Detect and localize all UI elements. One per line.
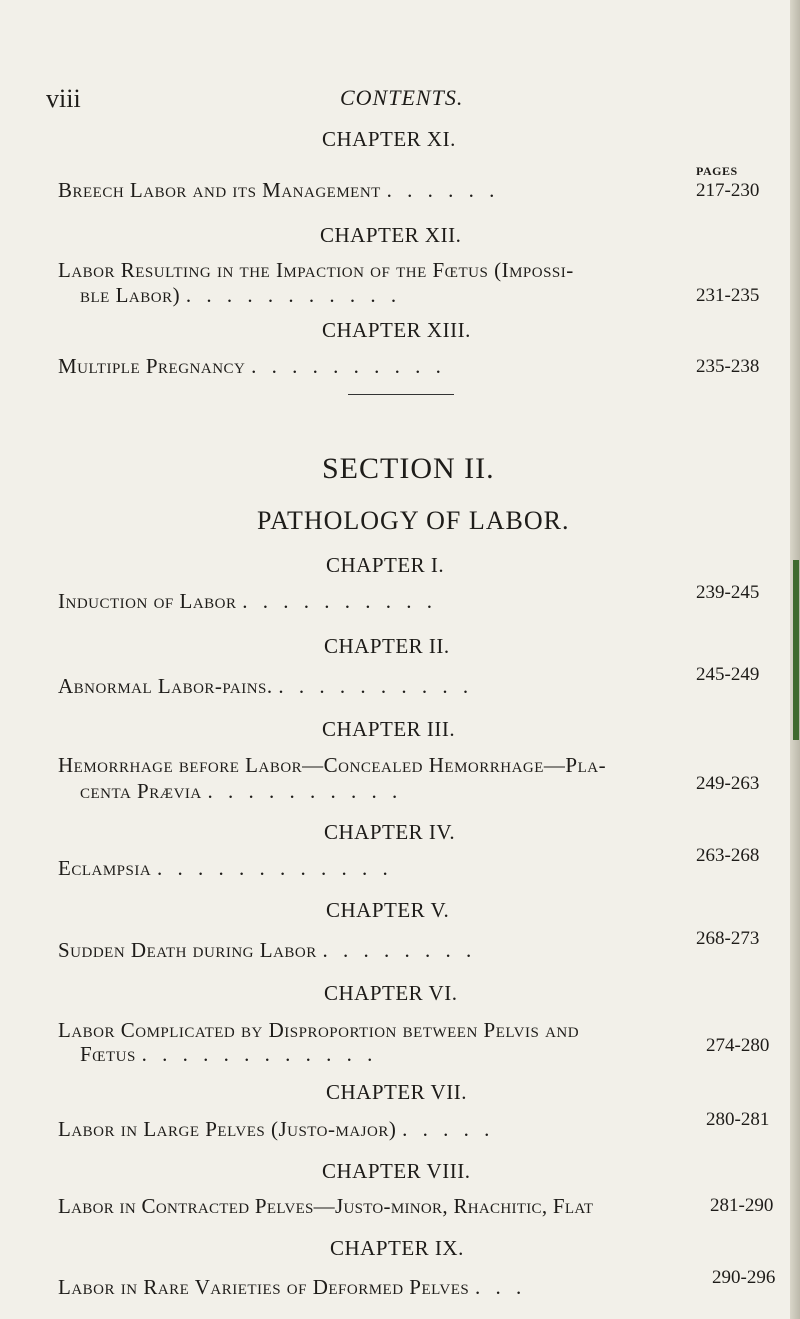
chapter-heading: CHAPTER XII. bbox=[320, 223, 462, 247]
page-number: viii bbox=[46, 84, 81, 113]
chapter-heading: CHAPTER VI. bbox=[324, 981, 458, 1005]
toc-entry-line: Breech Labor and its Management bbox=[58, 178, 381, 202]
chapter-heading: CHAPTER IX. bbox=[330, 1236, 464, 1260]
toc-entry-pages: 274-280 bbox=[706, 1035, 770, 1056]
toc-entry-title[interactable] bbox=[80, 781, 402, 802]
toc-entry-line: Labor in Contracted Pelves—Justo-minor, Rhachitic, Flat bbox=[58, 1194, 594, 1218]
toc-entry-title[interactable] bbox=[80, 285, 401, 306]
leader-dots: . . . bbox=[475, 1275, 527, 1299]
leader-dots: . . . . . bbox=[402, 1117, 495, 1141]
toc-entry-line[interactable]: Labor Resulting in the Impaction of the Fœtus (Impossi- bbox=[58, 258, 574, 282]
leader-dots: . . . . . . bbox=[386, 178, 500, 202]
toc-entry-title[interactable] bbox=[58, 1119, 494, 1140]
chapter-heading: CHAPTER XI. bbox=[322, 127, 456, 151]
toc-entry-pages: 263-268 bbox=[696, 845, 760, 866]
toc-entry-pages: 281-290 bbox=[710, 1195, 774, 1216]
chapter-heading: CHAPTER VIII. bbox=[322, 1159, 471, 1183]
toc-entry-pages: 245-249 bbox=[696, 664, 760, 685]
toc-entry-line: centa Prævia bbox=[80, 779, 202, 803]
toc-entry-pages: 239-245 bbox=[696, 582, 760, 603]
toc-entry-line: ble Labor) bbox=[80, 283, 181, 307]
toc-entry-pages: 249-263 bbox=[696, 773, 760, 794]
toc-entry-line: Labor in Rare Varieties of Deformed Pelves bbox=[58, 1275, 470, 1299]
chapter-heading: CHAPTER I. bbox=[326, 553, 445, 577]
leader-dots: . . . . . . . . bbox=[322, 938, 477, 962]
leader-dots: . . . . . . . . . . . . bbox=[156, 856, 393, 880]
leader-dots: . . . . . . . . . . bbox=[242, 589, 437, 613]
toc-entry-line: Multiple Pregnancy bbox=[58, 354, 246, 378]
toc-entry-line: Fœtus bbox=[80, 1042, 136, 1066]
leader-dots: . . . . . . . . . . bbox=[207, 779, 403, 803]
chapter-heading: CHAPTER IV. bbox=[324, 820, 456, 844]
section-divider bbox=[348, 394, 454, 395]
section-subtitle: PATHOLOGY OF LABOR. bbox=[257, 506, 570, 535]
pages-column-label: PAGES bbox=[696, 164, 738, 178]
toc-entry-title[interactable] bbox=[58, 1196, 593, 1217]
toc-entry-title[interactable] bbox=[58, 676, 473, 697]
toc-entry-title[interactable] bbox=[58, 180, 499, 201]
toc-entry-pages: 268-273 bbox=[696, 928, 760, 949]
toc-entry-title[interactable] bbox=[58, 858, 393, 879]
toc-entry-pages: 290-296 bbox=[712, 1267, 776, 1288]
toc-entry-line: Induction of Labor bbox=[58, 589, 237, 613]
leader-dots: . . . . . . . . . . . . bbox=[141, 1042, 378, 1066]
toc-entry-line: Eclampsia bbox=[58, 856, 152, 880]
chapter-heading: CHAPTER III. bbox=[322, 717, 456, 741]
toc-entry-title[interactable] bbox=[58, 591, 437, 612]
toc-entry-line: Abnormal Labor-pains. bbox=[58, 674, 273, 698]
toc-entry-title[interactable] bbox=[80, 1044, 377, 1065]
toc-entry-line[interactable]: Hemorrhage before Labor—Concealed Hemorrhage—Pla- bbox=[58, 753, 607, 777]
toc-entry-pages: 280-281 bbox=[706, 1109, 770, 1130]
toc-entry-pages: 217-230 bbox=[696, 180, 760, 201]
toc-entry-line: Labor in Large Pelves (Justo-major) bbox=[58, 1117, 397, 1141]
chapter-heading: CHAPTER XIII. bbox=[322, 318, 471, 342]
leader-dots: . . . . . . . . . . bbox=[251, 354, 446, 378]
toc-entry-title[interactable] bbox=[58, 1277, 526, 1298]
chapter-heading: CHAPTER V. bbox=[326, 898, 450, 922]
toc-entry-title[interactable] bbox=[58, 356, 446, 377]
toc-entry-title[interactable] bbox=[58, 940, 476, 961]
chapter-heading: CHAPTER II. bbox=[324, 634, 450, 658]
chapter-heading: CHAPTER VII. bbox=[326, 1080, 467, 1104]
section-title: SECTION II. bbox=[322, 452, 495, 485]
page-edge-stain bbox=[793, 560, 799, 740]
toc-entry-line: Sudden Death during Labor bbox=[58, 938, 317, 962]
leader-dots: . . . . . . . . . . bbox=[278, 674, 474, 698]
leader-dots: . . . . . . . . . . . bbox=[185, 283, 402, 307]
toc-entry-pages: 231-235 bbox=[696, 285, 760, 306]
running-title: CONTENTS. bbox=[340, 85, 464, 110]
toc-entry-line[interactable]: Labor Complicated by Disproportion between Pelvis and bbox=[58, 1018, 580, 1042]
toc-entry-pages: 235-238 bbox=[696, 356, 760, 377]
